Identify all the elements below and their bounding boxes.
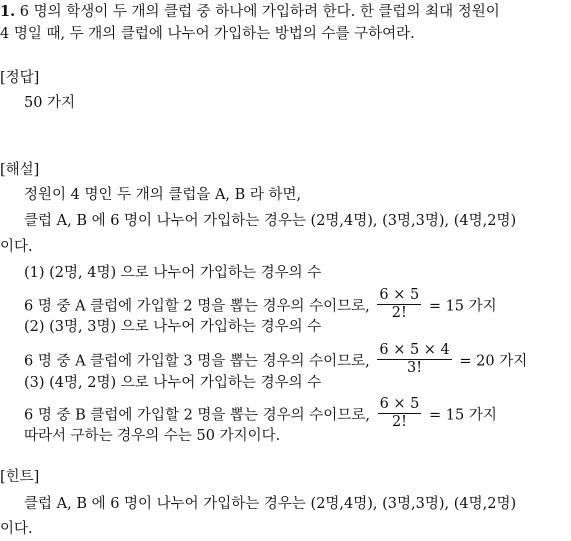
case1-result: = 15 가지 (428, 298, 497, 315)
case3-fraction (378, 397, 422, 430)
case2-text: 6 명 중 A 클럽에 가입할 3 명을 뽑는 경우의 수이므로, (24, 353, 370, 370)
hint-line-2: 이다. (0, 521, 33, 537)
question-number: 1. (0, 3, 16, 20)
answer-heading: [정답] (0, 70, 40, 86)
hint-heading: [힌트] (0, 469, 40, 485)
case1-numerator: 6 × 5 (377, 288, 421, 305)
case1-text: 6 명 중 A 클럽에 가입할 2 명을 뽑는 경우의 수이므로, (24, 298, 370, 315)
case2-fraction (377, 343, 451, 376)
case2-denominator: 3! (407, 360, 423, 377)
case3-denominator: 2! (391, 414, 407, 431)
case3-numerator: 6 × 5 (378, 397, 422, 414)
case3-result: = 15 가지 (429, 407, 497, 424)
case3-line (24, 396, 497, 431)
question-line-1 (0, 1, 500, 23)
answer-value: 50 가지 (24, 95, 76, 111)
case2-title: (2) (3명, 3명) 으로 나누어 가입하는 경우의 수 (24, 319, 322, 335)
explanation-conclusion: 따라서 구하는 경우의 수는 50 가지이다. (24, 428, 281, 444)
case1-line (24, 287, 497, 322)
case3-title: (3) (4명, 2명) 으로 나누어 가입하는 경우의 수 (24, 375, 322, 391)
case2-result: = 20 가지 (459, 353, 528, 370)
case1-fraction (377, 288, 421, 321)
explanation-heading: [해설] (0, 162, 40, 178)
case2-numerator: 6 × 5 × 4 (377, 343, 451, 360)
question-text-1: 6 명의 학생이 두 개의 클럽 중 하나에 가입하려 한다. 한 클럽의 최대 정원이 (19, 4, 500, 20)
question-line-2: 4 명일 때, 두 개의 클럽에 나누어 가입하는 방법의 수를 구하여라. (0, 26, 415, 42)
explanation-line-2: 클럽 A, B 에 6 명이 나누어 가입하는 경우는 (2명,4명), (3명,3명), (4명,2명) (24, 213, 517, 229)
case1-title: (1) (2명, 4명) 으로 나누어 가입하는 경우의 수 (24, 265, 322, 281)
explanation-line-1: 정원이 4 명인 두 개의 클럽을 A, B 라 하면, (24, 187, 302, 203)
case1-denominator: 2! (391, 305, 407, 322)
hint-line-1: 클럽 A, B 에 6 명이 나누어 가입하는 경우는 (2명,4명), (3명,3명), (4명,2명) (24, 496, 517, 512)
case2-line (24, 342, 528, 377)
case3-text: 6 명 중 B 클럽에 가입할 2 명을 뽑는 경우의 수이므로, (24, 407, 370, 424)
explanation-line-3: 이다. (0, 239, 33, 255)
